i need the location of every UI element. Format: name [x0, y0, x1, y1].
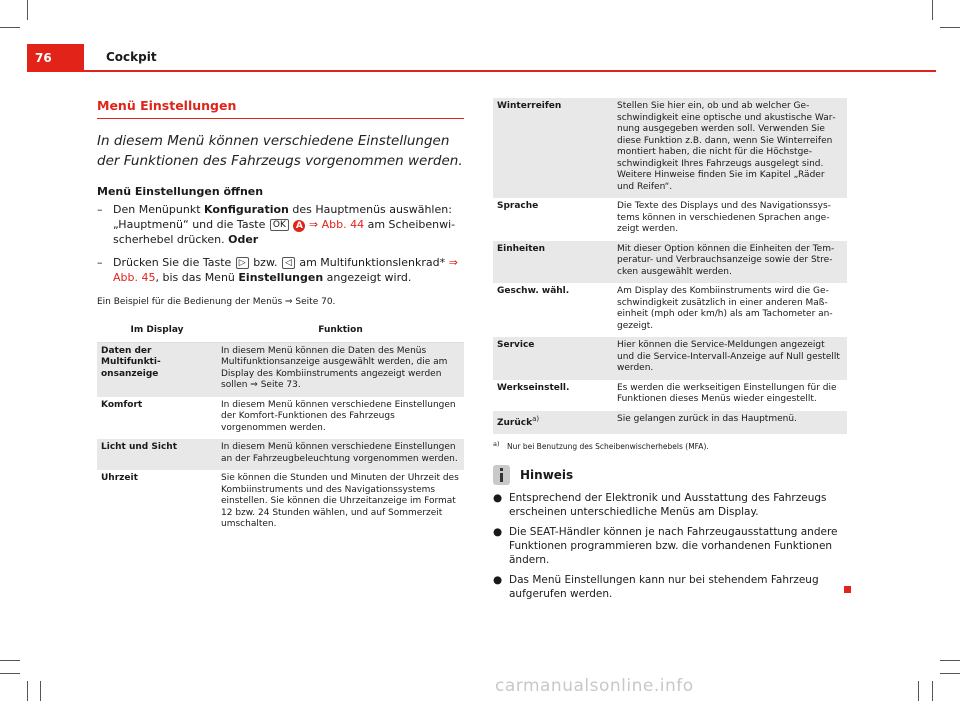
- row-term: Einheiten: [493, 241, 613, 284]
- subheading: Menü Einstellungen öffnen: [97, 185, 264, 198]
- table-row: [97, 439, 464, 470]
- column-header-display: Im Display: [97, 321, 217, 342]
- column-header-function: Funktion: [217, 321, 464, 342]
- bullet-icon: ●: [493, 526, 503, 538]
- footnote-ref: a): [532, 414, 540, 423]
- row-desc: Mit dieser Option können die Einheiten der Temperatur- und Verbrauchsanzeige sowie der Strecken ausgewählt werden.: [613, 241, 847, 284]
- section-end-marker: [844, 586, 851, 593]
- crop-mark: [940, 673, 960, 674]
- table-row: [493, 198, 847, 241]
- table-row: [493, 337, 847, 380]
- row-desc: Am Display des Kombiinstruments wird die Geschwindigkeit zusätzlich in einer anderen Maßeinheit (mph oder km/h) als am Tachometer angezeigt.: [617, 286, 833, 331]
- instruction-step: – Den Menüpunkt Konfiguration des Hauptmenüs auswählen: „Hauptmenü“ und die Taste OK A ⇒ Abb. 44 am Scheibenwischerhebel drücken. Oder: [97, 203, 456, 246]
- hinweis-header: [493, 465, 847, 485]
- page-number: 76: [27, 44, 84, 72]
- row-desc: In diesem Menü können verschiedene Einstellungen an der Fahrzeugbeleuchtung vorgenommen werden.: [217, 439, 464, 470]
- table-row: [493, 380, 847, 411]
- row-term: Komfort: [101, 399, 143, 410]
- bullet-icon: ●: [493, 574, 503, 586]
- crop-mark: [0, 673, 20, 674]
- figure-ref-link[interactable]: ⇒ Abb. 45: [113, 256, 458, 284]
- dash-marker: –: [97, 203, 103, 216]
- row-term: Sprache: [497, 201, 539, 211]
- row-desc: Sie können die Stunden und Minuten der Uhrzeit des Kombiinstruments und des Navigationssystems einstellen. Sie können die Uhrzeitanzeige im Format 12 bzw. 24 Stunden wählen, und auf Sommerzeit umschalten.: [221, 473, 459, 529]
- bullet-icon: ●: [493, 492, 503, 504]
- row-term: Service: [493, 337, 613, 380]
- row-desc: Es werden die werkseitigen Einstellungen für die Funktionen dieses Menüs wieder eingestellt.: [617, 382, 837, 404]
- crop-mark: [918, 681, 919, 701]
- ok-key-icon: OK: [270, 219, 289, 231]
- example-note: Ein Beispiel für die Bedienung der Menüs ⇒ Seite 70.: [97, 297, 336, 307]
- row-term: Uhrzeit: [101, 473, 138, 483]
- crop-mark: [0, 27, 20, 28]
- row-desc: In diesem Menü können verschiedene Einstellungen der Komfort-Funktionen des Fahrzeugs vorgenommen werden.: [221, 399, 456, 433]
- dash-marker: –: [97, 256, 103, 269]
- row-desc: Die Texte des Displays und des Navigationssystems können in verschiedenen Sprachen angezeigt werden.: [617, 201, 831, 234]
- header-rule: [84, 70, 936, 72]
- row-term: Zurück$^{a)}$: [493, 411, 613, 435]
- table-row: [97, 470, 464, 536]
- table-row: [97, 342, 464, 397]
- watermark: carmanualsonline.info: [495, 676, 694, 696]
- section-intro: In diesem Menü können verschiedene Einstellungen der Funktionen des Fahrzeugs vorgenommen werden.: [97, 133, 463, 169]
- crop-mark: [27, 681, 28, 701]
- table-row: [493, 283, 847, 337]
- right-column: [493, 98, 847, 601]
- table-row: [493, 241, 847, 284]
- footnote-mark: a): [493, 440, 500, 448]
- note-bullet: ● Entsprechend der Elektronik und Ausstattung des Fahrzeugs erscheinen unterschiedliche Menüs am Display.: [493, 492, 827, 518]
- crop-mark: [0, 660, 20, 661]
- instruction-step: – Drücken Sie die Taste ▷ bzw. ◁ am Multifunktionslenkrad* ⇒ Abb. 45, bis das Menü Einstellungen angezeigt wird.: [97, 256, 458, 284]
- hinweis-title: Hinweis: [520, 468, 574, 482]
- row-term: Licht und Sicht: [97, 439, 217, 470]
- row-desc: In diesem Menü können die Daten des Menüs Multifunktionsanzeige ausgewählt werden, die am Display des Kombiinstruments angezeigt werden sollen ⇒ Seite 73.: [217, 342, 464, 397]
- settings-table-left: [97, 321, 464, 536]
- chapter-title: Cockpit: [106, 50, 157, 64]
- right-arrow-key-icon: ▷: [236, 257, 249, 269]
- crop-mark: [27, 0, 28, 20]
- footnote: [493, 442, 847, 451]
- note-bullet: ● Das Menü Einstellungen kann nur bei stehendem Fahrzeug aufgerufen werden.: [493, 574, 819, 600]
- figure-ref-link[interactable]: ⇒ Abb. 44: [308, 218, 365, 231]
- info-note-icon: [493, 465, 510, 485]
- row-term: Daten der Multifunktionsanzeige: [97, 342, 217, 397]
- left-arrow-key-icon: ◁: [282, 257, 295, 269]
- table-row: [97, 397, 464, 440]
- crop-mark: [40, 681, 41, 701]
- a-key-icon: A: [293, 220, 305, 232]
- crop-mark: [932, 681, 933, 701]
- row-term: Geschw. wähl.: [497, 286, 570, 296]
- crop-mark: [940, 27, 960, 28]
- crop-mark: [932, 0, 933, 20]
- note-bullet: ● Die SEAT-Händler können je nach Fahrzeugausstattung andere Funktionen programmieren bzw. die vorhandenen Funktionen ändern.: [493, 526, 838, 566]
- row-term: Winterreifen: [493, 98, 613, 198]
- table-row: [493, 98, 847, 198]
- settings-table-right: [493, 98, 847, 434]
- left-column: [97, 98, 464, 536]
- section-title: Menü Einstellungen: [97, 98, 464, 119]
- table-header-row: [97, 321, 464, 342]
- row-term: Werkseinstell.: [497, 382, 570, 393]
- crop-mark: [940, 660, 960, 661]
- row-desc: Stellen Sie hier ein, ob und ab welcher Geschwindigkeit eine optische und akustische Warnung ausgegeben werden soll. Verwenden Sie diese Funktion z.B. dann, wenn Sie Winterreifen montiert haben, die nicht für die Höchstgeschwindigkeit Ihres Fahrzeugs ausgelegt sind. Weitere Hinweise finden Sie im Kapitel „Räder und Reifen“.: [613, 98, 847, 198]
- table-row: [493, 411, 847, 435]
- footnote-text: Nur bei Benutzung des Scheibenwischerhebels (MFA).: [507, 442, 709, 451]
- row-desc: Sie gelangen zurück in das Hauptmenü.: [613, 411, 847, 435]
- row-desc: Hier können die Service-Meldungen angezeigt und die Service-Intervall-Anzeige auf Null gestellt werden.: [613, 337, 847, 380]
